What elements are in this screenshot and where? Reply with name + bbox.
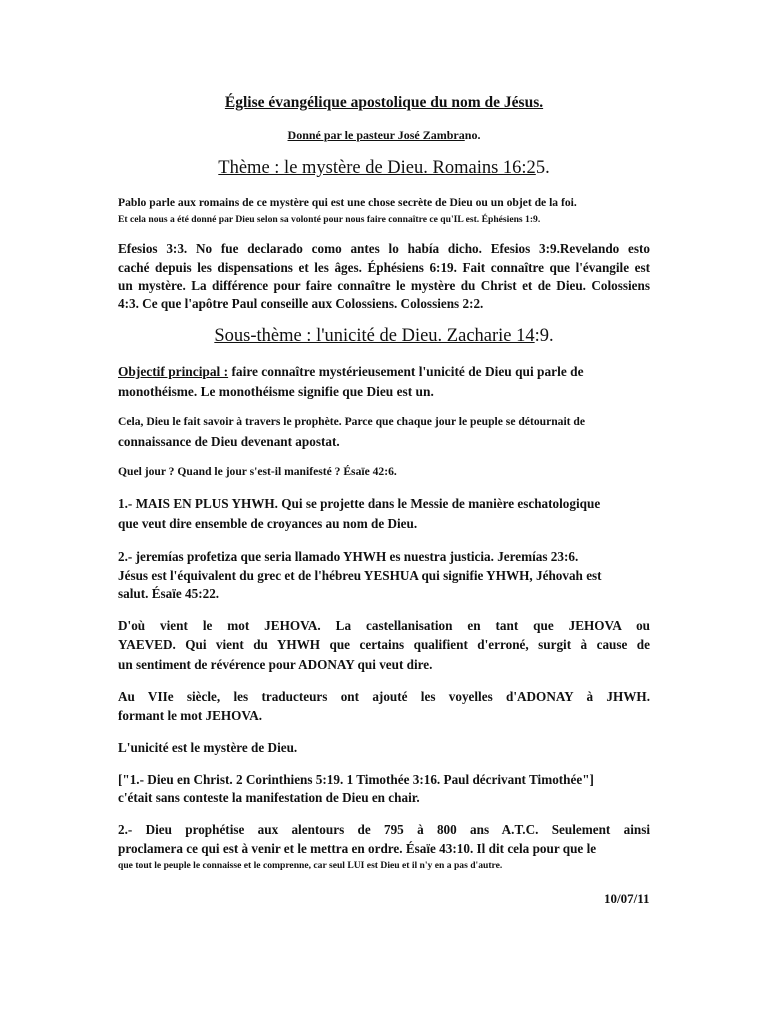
theme-heading [0,158,768,179]
prophetise-line-3: que tout le peuple le connaisse et le comprenne, car seul LUI est Dieu et il n'y en a pas d'autre. [118,860,503,871]
efesios-line-3: un mystère. La différence pour faire connaître le mystère du Christ et de Dieu. Colossiens [118,278,650,293]
point1-line-1: 1.- MAIS EN PLUS YHWH. Qui se projette dans le Messie de manière eschatologique [118,496,601,511]
document-date: 10/07/11 [604,891,650,906]
byline-rest: no. [464,128,481,142]
objectif-line-2: monothéisme. Le monothéisme signifie que Dieu est un. [118,384,434,399]
point2-line-1: 2.- jeremías profetiza que seria llamado YHWH es nuestra justicia. Jeremías 23:6. [118,549,579,564]
christ-line-2: c'était sans conteste la manifestation de Dieu en chair. [118,790,420,805]
objectif-label: Objectif principal : [118,364,229,379]
document-title: Église évangélique apostolique du nom de Jésus. [224,94,544,111]
vii-line-1: Au VIIe siècle, les traducteurs ont ajouté les voyelles d'ADONAY à JHWH. [118,689,650,704]
cela-line-2: connaissance de Dieu devenant apostat. [118,434,340,449]
subtheme-heading-rest: :9. [534,326,554,346]
cela-line-1: Cela, Dieu le fait savoir à travers le prophète. Parce que chaque jour le peuple se détournait de [118,415,586,428]
jehova-line-1: D'où vient le mot JEHOVA. La castellanisation en tant que JEHOVA ou [118,618,650,633]
unicite-line: L'unicité est le mystère de Dieu. [118,740,298,755]
prophetise-line-1: 2.- Dieu prophétise aux alentours de 795 à 800 ans A.T.C. Seulement ainsi [118,822,650,837]
point2-line-3: salut. Ésaïe 45:22. [118,586,220,601]
jehova-line-3: un sentiment de révérence pour ADONAY qui veut dire. [118,657,433,672]
vii-line-2: formant le mot JEHOVA. [118,708,263,723]
byline [0,128,768,143]
byline-underlined: Donné par le pasteur José Zambra [287,128,465,142]
theme-heading-rest: 5. [535,158,550,178]
point2-line-2: Jésus est l'équivalent du grec et de l'hébreu YESHUA qui signifie YHWH, Jéhovah est [118,568,602,583]
efesios-line-2: caché depuis les dispensations et les âges. Éphésiens 6:19. Fait connaître que l'évangile est [118,260,650,275]
theme-heading-underlined: Thème : le mystère de Dieu. Romains 16:2 [218,158,536,178]
objectif-line-1 [118,363,650,381]
objectif-line-1-rest: faire connaître mystérieusement l'unicité de Dieu qui parle de [228,364,584,379]
jehova-line-2: YAEVED. Qui vient du YHWH que certains qualifient d'erroné, surgit à cause de [118,637,650,652]
prophetise-line-2: proclamera ce qui est à venir et le mettra en ordre. Ésaïe 43:10. Il dit cela pour que le [118,841,597,856]
intro-line-1: Pablo parle aux romains de ce mystère qui est une chose secrète de Dieu ou un objet de la foi. [118,196,577,209]
subtheme-heading [0,326,768,347]
point1-line-2: que veut dire ensemble de croyances au nom de Dieu. [118,516,418,531]
christ-line-1: ["1.- Dieu en Christ. 2 Corinthiens 5:19. 1 Timothée 3:16. Paul décrivant Timothée"] [118,772,594,787]
quel-jour-line: Quel jour ? Quand le jour s'est-il manifesté ? Ésaïe 42:6. [118,465,397,478]
efesios-line-1: Efesios 3:3. No fue declarado como antes lo había dicho. Efesios 3:9.Revelando esto [118,241,650,256]
subtheme-heading-underlined: Sous-thème : l'unicité de Dieu. Zacharie 14 [214,326,535,346]
intro-line-2: Et cela nous a été donné par Dieu selon sa volonté pour nous faire connaître ce qu'IL est. Éphésiens 1:9. [118,214,541,225]
efesios-line-4: 4:3. Ce que l'apôtre Paul conseille aux Colossiens. Colossiens 2:2. [118,296,484,311]
